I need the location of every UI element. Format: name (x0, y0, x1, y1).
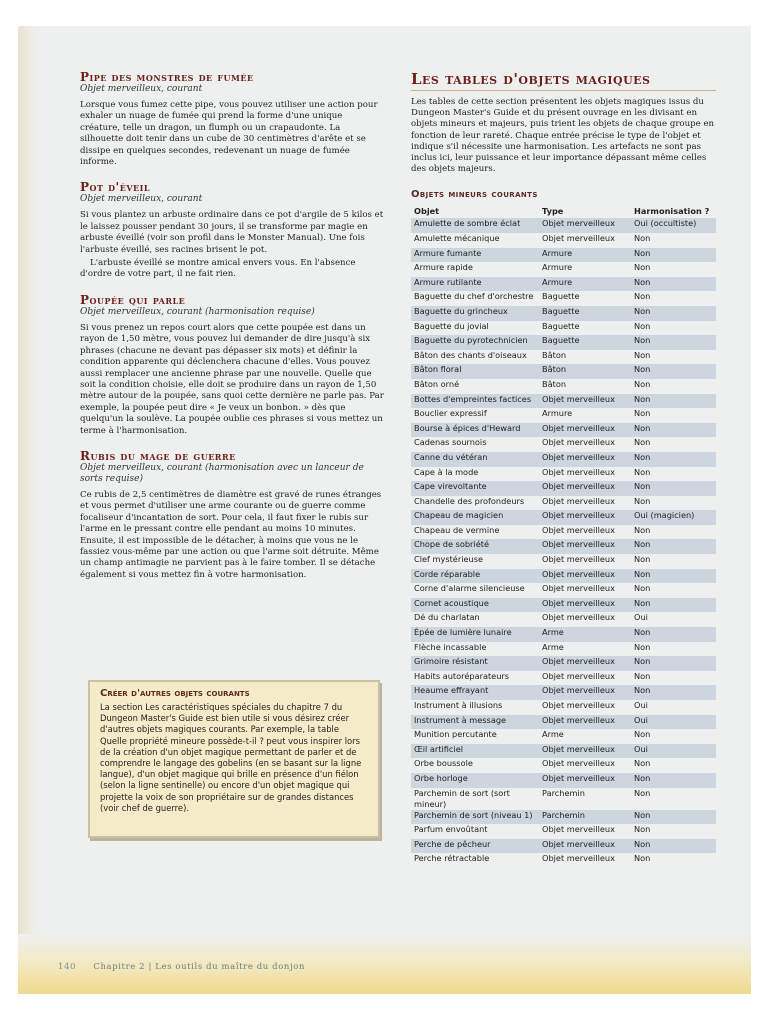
cell-type: Arme (542, 641, 564, 652)
page-footer (58, 962, 305, 972)
cell-harmonisation: Non (631, 598, 716, 613)
cell-harmonisation: Non (631, 335, 716, 350)
sidebar-box-text: La section Les caractéristiques spéciales du chapitre 7 du Dungeon Master's Guide est bien utile si vous désirez créer d'autres objets magiques courants. Par exemple, la table Quelle propriété mineure possède-t-il ? peut vous inspirer lors de la création d'un objet magique permettant de parler et de comprendre le langage des gobelins (en se basant sur la ligne langue), d'un objet magique qui brille en présence d'un fiélon (selon la ligne sentinelle) ou encore d'un objet magique qui projette la voix de son propriétaire sur de grandes distances (voir chef de guerre). (100, 702, 362, 813)
book-page (18, 26, 751, 994)
cell-harmonisation: Oui (631, 744, 716, 759)
cell-type: Objet merveilleux (539, 685, 631, 700)
cell-objet: Orbe horloge (411, 773, 539, 788)
section-pipe (80, 70, 385, 168)
section-title: Rubis du mage de guerre (80, 448, 236, 463)
cell-objet: Perche rétractable (414, 853, 490, 864)
cell-type: Arme (542, 729, 564, 740)
cell-harmonisation: Non (634, 320, 651, 331)
cell-objet: Baguette du grincheux (411, 306, 539, 321)
cell-harmonisation: Non (634, 262, 651, 273)
cell-type: Objet merveilleux (542, 466, 615, 477)
cell-type: Objet merveilleux (542, 524, 615, 535)
cell-type: Objet merveilleux (539, 510, 631, 525)
table-title: Objets mineurs courants (411, 189, 538, 201)
cell-type: Objet merveilleux (539, 452, 631, 467)
table-row (411, 773, 716, 788)
table-row (411, 839, 716, 854)
items-table (411, 203, 716, 868)
cell-objet: Chope de sobriété (411, 539, 539, 554)
cell-harmonisation: Non (634, 378, 651, 389)
section-subtitle: Objet merveilleux, courant (80, 194, 203, 205)
table-row (411, 350, 716, 365)
cell-type: Baguette (542, 291, 580, 302)
cell-type: Objet merveilleux (542, 437, 615, 448)
cell-type: Bâton (542, 378, 567, 389)
cell-objet: Armure rutilante (411, 277, 539, 292)
cell-objet: Perche de pêcheur (411, 839, 539, 854)
section-paragraph: Si vous plantez un arbuste ordinaire dans ce pot d'argile de 5 kilos et le laissez pousser pendant 30 jours, il se transforme par magie en arbuste éveillé (voir son profil dans le Monster Manual). Une fois l'arbuste éveillé, ses racines brisent le pot. (80, 210, 384, 255)
table-row (411, 496, 716, 511)
table-row (411, 554, 716, 569)
cell-harmonisation: Non (631, 277, 716, 292)
cell-harmonisation: Non (634, 824, 651, 835)
section-poupee (80, 293, 385, 437)
cell-objet: Bouclier expressif (414, 408, 487, 419)
cell-type: Objet merveilleux (542, 700, 615, 711)
cell-objet: Bâton orné (414, 378, 460, 389)
table-row (411, 423, 716, 438)
cell-harmonisation: Non (634, 495, 651, 506)
cell-type: Objet merveilleux (539, 598, 631, 613)
left-column (80, 70, 385, 593)
table-header (411, 203, 716, 218)
cell-harmonisation: Non (631, 810, 716, 825)
section-rubis (80, 449, 385, 581)
cell-objet: Bâton des chants d'oiseaux (414, 349, 527, 360)
table-row (411, 394, 716, 409)
table-row (411, 379, 716, 394)
table-row (411, 744, 716, 759)
table-row (411, 685, 716, 700)
cell-harmonisation: Non (634, 291, 651, 302)
cell-type: Parchemin (539, 810, 631, 825)
cell-harmonisation: Non (634, 349, 651, 360)
cell-type: Objet merveilleux (539, 539, 631, 554)
cell-type: Baguette (542, 320, 580, 331)
table-row (411, 824, 716, 839)
table-row (411, 364, 716, 379)
cell-type: Objet merveilleux (539, 744, 631, 759)
cell-harmonisation: Non (634, 408, 651, 419)
cell-harmonisation: Non (634, 437, 651, 448)
table-row (411, 612, 716, 627)
section-title: Poupée qui parle (80, 292, 186, 307)
section-title: Pipe des monstres de fumée (80, 70, 254, 84)
sidebar-box (88, 680, 380, 838)
cell-harmonisation: Non (631, 539, 716, 554)
cell-harmonisation: Non (631, 839, 716, 854)
cell-harmonisation: Oui (occultiste) (631, 218, 716, 233)
cell-harmonisation: Non (631, 569, 716, 584)
cell-type: Armure (539, 248, 631, 263)
header-objet: Objet (414, 205, 440, 216)
cell-harmonisation: Non (634, 583, 651, 594)
header-type: Type (542, 205, 564, 216)
cell-harmonisation: Non (634, 670, 651, 681)
cell-harmonisation: Non (634, 554, 651, 565)
cell-objet: Chapeau de magicien (411, 510, 539, 525)
cell-harmonisation: Oui (631, 715, 716, 730)
table-row (411, 583, 716, 598)
cell-objet: Cape virevoltante (411, 481, 539, 496)
cell-harmonisation: Oui (634, 612, 648, 623)
table-row (411, 218, 716, 233)
table-row (411, 539, 716, 554)
cell-type: Objet merveilleux (542, 758, 615, 769)
page-left-border (18, 26, 34, 994)
right-column (411, 70, 716, 868)
table-row (411, 700, 716, 715)
cell-objet: Heaume effrayant (411, 685, 539, 700)
table-row (411, 788, 716, 810)
table-row (411, 291, 716, 306)
cell-objet: Baguette du jovial (414, 320, 489, 331)
cell-harmonisation: Oui (magicien) (631, 510, 716, 525)
cell-harmonisation: Non (634, 729, 651, 740)
table-row (411, 233, 716, 248)
cell-type: Armure (539, 277, 631, 292)
cell-harmonisation: Non (634, 787, 651, 798)
cell-objet: Cornet acoustique (411, 598, 539, 613)
section-paragraph: Ce rubis de 2,5 centimètres de diamètre est gravé de runes étranges et vous permet d'utiliser une arme courante ou de guerre comme focaliseur d'incantation de sort. Pour cela, il faut fixer le rubis sur l'arme en le pressant contre elle pendant au moins 10 minutes. Ensuite, il est impossible de le détacher, à moins que vous ne le fassiez vous-même par une action ou que l'arme soit détruite. Même un champ antimagie ne parvient pas à le faire tomber. Il se détache également si vous mettez fin à votre harmonisation. (80, 489, 382, 580)
table-row (411, 306, 716, 321)
cell-type: Objet merveilleux (539, 481, 631, 496)
cell-harmonisation: Non (634, 641, 651, 652)
cell-harmonisation: Non (631, 773, 716, 788)
cell-type: Parchemin (542, 787, 585, 798)
cell-harmonisation: Non (634, 524, 651, 535)
sidebar-box-title: Créer d'autres objets courants (100, 688, 250, 699)
cell-type: Armure (542, 262, 573, 273)
table-row (411, 408, 716, 423)
cell-harmonisation: Non (631, 306, 716, 321)
section-paragraph: Si vous prenez un repos court alors que cette poupée est dans un rayon de 1,50 mètre, vous pouvez lui demander de dire jusqu'à six phrases (chacune ne devant pas dépasser six mots) et définir la condition apparente qui déclenchera chacune d'elles. Vous pouvez aussi remplacer une ancienne phrase par une nouvelle. Quelle que soit la condition choisie, elle doit se produire dans un rayon de 1,50 mètre autour de la poupée, sans quoi cette dernière ne parle pas. Par exemple, la poupée peut dire « Je veux un bonbon. » dès que quelqu'un la soulève. La poupée oublie ces phrases si vous mettez un terme à l'harmonisation. (80, 322, 384, 436)
cell-type: Bâton (539, 364, 631, 379)
table-body (411, 218, 716, 868)
cell-harmonisation: Non (634, 233, 651, 244)
tables-title: Les tables d'objets magiques (411, 70, 651, 88)
cell-harmonisation: Non (634, 853, 651, 864)
cell-objet: Parfum envoûtant (414, 824, 488, 835)
section-subtitle: Objet merveilleux, courant (harmonisation avec un lanceur de sorts requise) (80, 462, 364, 484)
cell-harmonisation: Oui (634, 700, 648, 711)
cell-type: Objet merveilleux (539, 423, 631, 438)
section-paragraph: Lorsque vous fumez cette pipe, vous pouvez utiliser une action pour exhaler un nuage de fumée qui prend la forme d'une unique créature, telle un dragon, un flumph ou un crapaudonte. La silhouette doit tenir dans un cube de 30 centimètres d'arête et se dissipe en quelques secondes, redevenant un nuage de fumée informe. (80, 100, 378, 168)
cell-harmonisation: Non (631, 685, 716, 700)
table-row (411, 321, 716, 336)
section-subtitle: Objet merveilleux, courant (80, 84, 203, 94)
table-row (411, 671, 716, 686)
cell-objet: Amulette de sombre éclat (411, 218, 539, 233)
table-row (411, 715, 716, 730)
table-row (411, 569, 716, 584)
table-row (411, 335, 716, 350)
table-row (411, 598, 716, 613)
cell-objet: Habits autoréparateurs (414, 670, 510, 681)
section-title: Pot d'éveil (80, 180, 151, 195)
cell-type: Baguette (539, 306, 631, 321)
cell-objet: Parchemin de sort (niveau 1) (411, 810, 539, 825)
table-row (411, 810, 716, 825)
header-harmonisation: Harmonisation ? (634, 205, 710, 216)
cell-harmonisation: Non (634, 466, 651, 477)
cell-harmonisation: Non (631, 394, 716, 409)
cell-objet: Instrument à illusions (414, 700, 503, 711)
cell-harmonisation: Non (631, 364, 716, 379)
cell-type: Objet merveilleux (542, 554, 615, 565)
cell-objet: Chapeau de vermine (414, 524, 500, 535)
cell-type: Objet merveilleux (542, 853, 615, 864)
cell-harmonisation: Non (631, 423, 716, 438)
table-row (411, 262, 716, 277)
cell-type: Objet merveilleux (539, 218, 631, 233)
cell-harmonisation: Non (631, 656, 716, 671)
cell-type: Objet merveilleux (542, 612, 615, 623)
section-paragraph: L'arbuste éveillé se montre amical envers vous. En l'absence d'ordre de votre part, il ne fait rien. (80, 258, 356, 280)
cell-harmonisation: Non (631, 248, 716, 263)
cell-type: Objet merveilleux (539, 715, 631, 730)
cell-objet: Cadenas sournois (414, 437, 487, 448)
cell-type: Baguette (539, 335, 631, 350)
cell-type: Armure (542, 408, 573, 419)
cell-type: Objet merveilleux (542, 495, 615, 506)
cell-objet: Armure fumante (411, 248, 539, 263)
table-row (411, 525, 716, 540)
cell-type: Objet merveilleux (539, 839, 631, 854)
cell-harmonisation: Non (631, 627, 716, 642)
cell-objet: Bourse à épices d'Heward (411, 423, 539, 438)
cell-objet: Armure rapide (414, 262, 473, 273)
table-row (411, 642, 716, 657)
table-row (411, 758, 716, 773)
table-row (411, 510, 716, 525)
cell-objet: Orbe boussole (414, 758, 473, 769)
cell-objet: Munition percutante (414, 729, 497, 740)
cell-type: Objet merveilleux (539, 394, 631, 409)
cell-objet: Instrument à message (411, 715, 539, 730)
cell-type: Objet merveilleux (539, 773, 631, 788)
cell-objet: Bâton floral (411, 364, 539, 379)
cell-type: Objet merveilleux (542, 583, 615, 594)
cell-objet: Amulette mécanique (414, 233, 500, 244)
cell-objet: Clef mystérieuse (414, 554, 484, 565)
table-row (411, 656, 716, 671)
table-row (411, 481, 716, 496)
cell-type: Objet merveilleux (539, 656, 631, 671)
table-row (411, 627, 716, 642)
cell-objet: Œil artificiel (411, 744, 539, 759)
cell-objet: Chandelle des profondeurs (414, 495, 525, 506)
section-pot (80, 180, 385, 280)
cell-type: Arme (539, 627, 631, 642)
table-row (411, 729, 716, 744)
cell-type: Objet merveilleux (542, 670, 615, 681)
cell-objet: Corde réparable (411, 569, 539, 584)
table-row (411, 277, 716, 292)
cell-objet: Corne d'alarme silencieuse (414, 583, 525, 594)
table-row (411, 248, 716, 263)
cell-objet: Canne du vétéran (411, 452, 539, 467)
cell-harmonisation: Non (631, 481, 716, 496)
cell-objet: Flèche incassable (414, 641, 487, 652)
tables-intro: Les tables de cette section présentent les objets magiques issus du Dungeon Master's Guide et du présent ouvrage en les divisant en objets mineurs et majeurs, puis trient les objets de chaque groupe en fonction de leur rareté. Chaque entrée précise le type de l'objet et indique s'il nécessite une harmonisation. Les artefacts ne sont pas inclus ici, leur puissance et leur importance dépassant même celles des objets majeurs. (411, 97, 715, 175)
cell-harmonisation: Non (634, 758, 651, 769)
cell-objet: Grimoire résistant (411, 656, 539, 671)
cell-type: Objet merveilleux (542, 824, 615, 835)
section-subtitle: Objet merveilleux, courant (harmonisation requise) (80, 306, 315, 317)
table-row (411, 467, 716, 482)
cell-objet: Cape à la mode (414, 466, 479, 477)
cell-objet: Baguette du chef d'orchestre (414, 291, 534, 302)
title-rule (411, 90, 716, 91)
page-number: 140 (58, 962, 77, 972)
cell-objet: Bottes d'empreintes factices (411, 394, 539, 409)
table-row (411, 853, 716, 868)
cell-type: Bâton (542, 349, 567, 360)
chapter-title: Chapitre 2 | Les outils du maître du donjon (93, 962, 306, 972)
table-row (411, 452, 716, 467)
table-row (411, 437, 716, 452)
cell-objet: Parchemin de sort (sort mineur) (414, 787, 510, 809)
cell-type: Objet merveilleux (539, 569, 631, 584)
cell-harmonisation: Non (631, 452, 716, 467)
cell-type: Objet merveilleux (542, 233, 615, 244)
cell-objet: Épée de lumière lunaire (411, 627, 539, 642)
cell-objet: Baguette du pyrotechnicien (411, 335, 539, 350)
cell-objet: Dé du charlatan (414, 612, 480, 623)
